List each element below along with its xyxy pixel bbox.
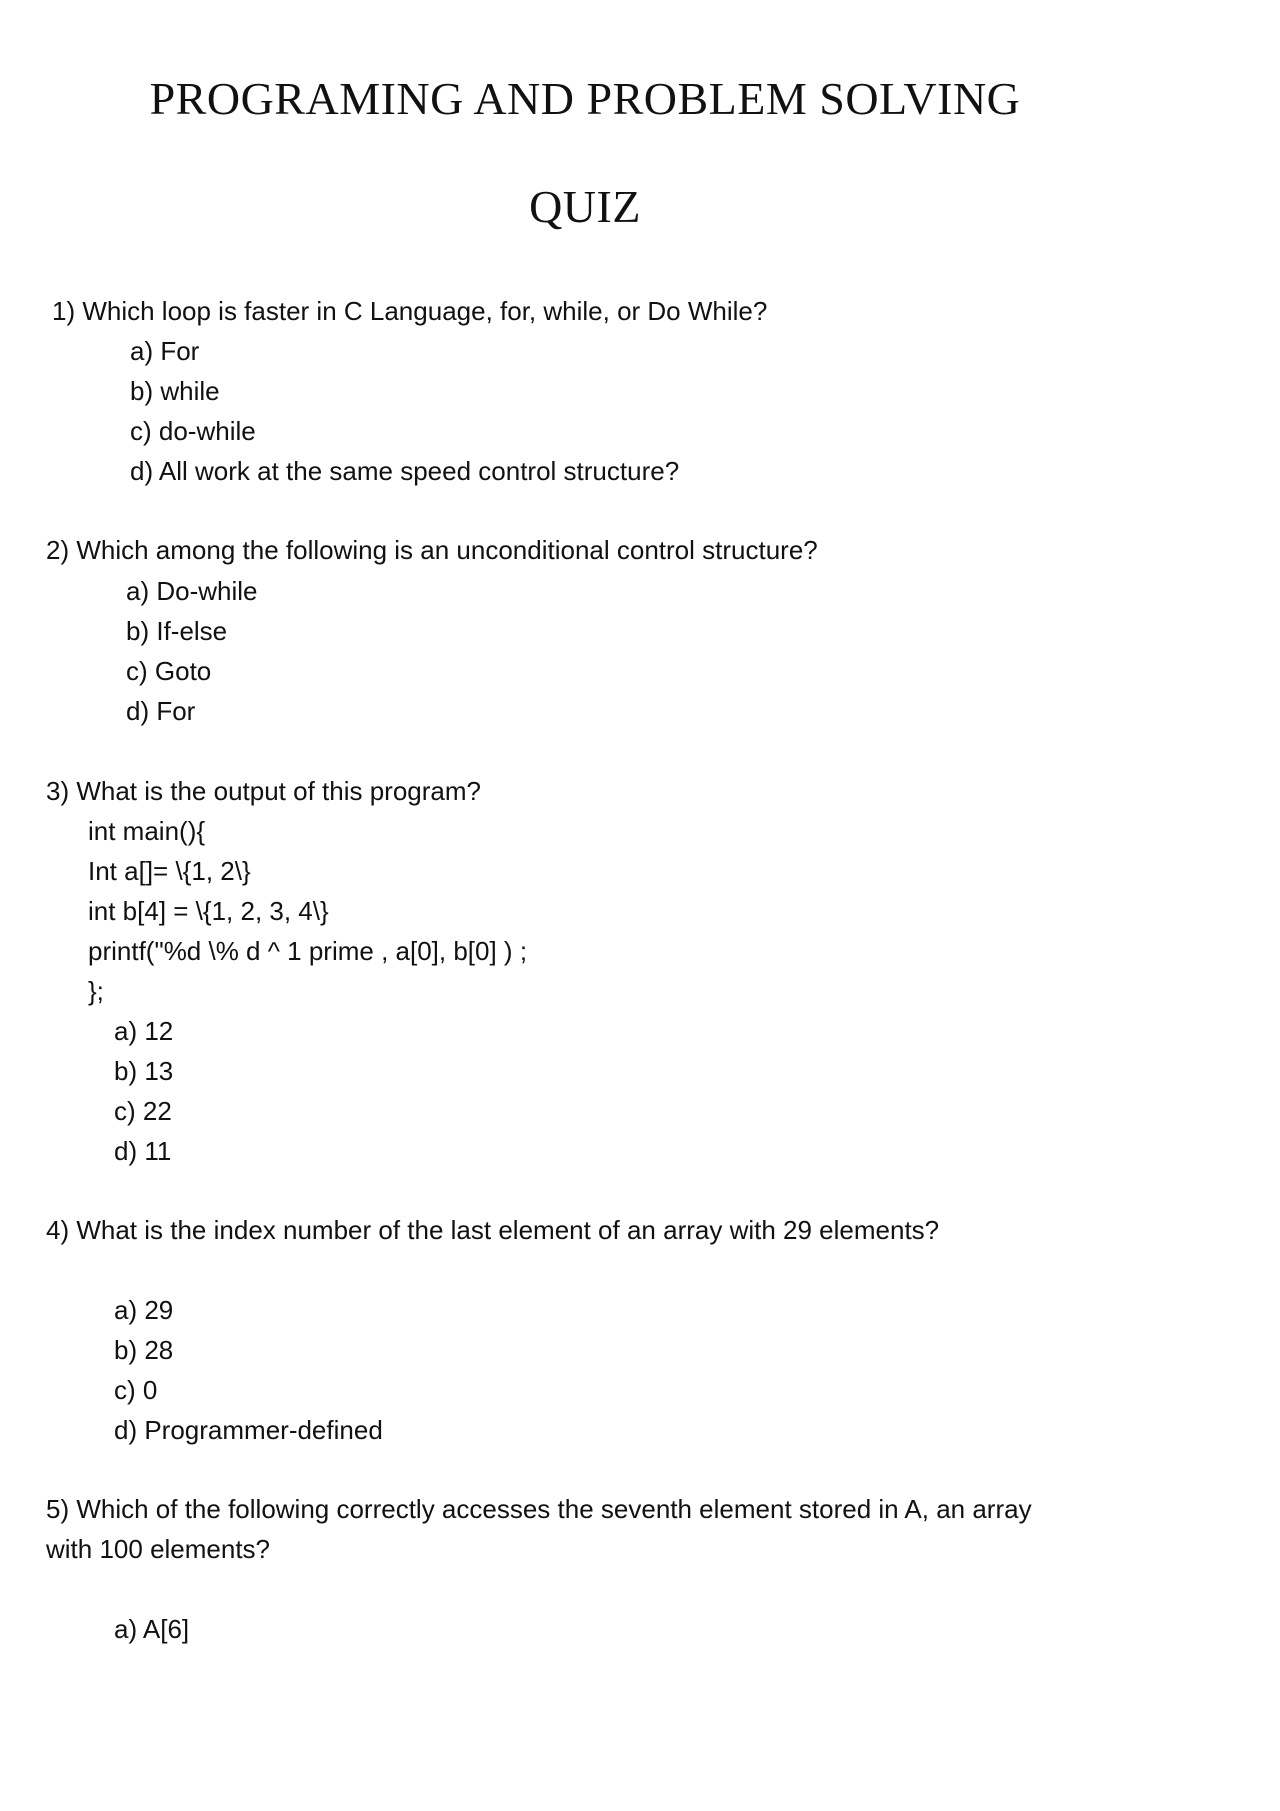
question-prompt: 3) What is the output of this program? [46,776,481,806]
answer-option: c) 22 [114,1096,172,1126]
answer-option: a) For [130,336,200,366]
question-prompt: 2) Which among the following is an unconditional control structure? [46,535,818,565]
code-line: int b[4] = \{1, 2, 3, 4\} [88,896,329,926]
code-line: int main(){ [88,816,206,846]
code-line: }; [88,976,104,1006]
answer-option: d) Programmer-defined [114,1415,383,1445]
answer-option: a) A[6] [114,1614,190,1644]
answer-option: c) 0 [114,1375,158,1405]
answer-option: b) while [130,376,220,406]
answer-option: d) 11 [114,1136,172,1166]
answer-option: a) Do-while [126,576,258,606]
question-prompt: 4) What is the index number of the last element of an array with 29 elements? [46,1215,940,1245]
answer-option: c) do-while [130,416,256,446]
answer-option: a) 29 [114,1295,174,1325]
answer-option: a) 12 [114,1016,174,1046]
question-prompt: 5) Which of the following correctly accesses the seventh element stored in A, an array [46,1494,1032,1524]
answer-option: d) For [126,696,196,726]
page-title: PROGRAMING AND PROBLEM SOLVING [149,73,1021,124]
code-line: Int a[]= \{1, 2\} [88,856,251,886]
answer-option: b) If-else [126,616,228,646]
code-line: printf("%d \% d ^ 1 prime , a[0], b[0] ) ; [88,936,528,966]
page-subtitle: QUIZ [529,181,641,232]
answer-option: d) All work at the same speed control structure? [130,456,680,486]
answer-option: b) 28 [114,1335,174,1365]
answer-option: b) 13 [114,1056,174,1086]
question-prompt: 1) Which loop is faster in C Language, for, while, or Do While? [52,296,768,326]
answer-option: c) Goto [126,656,212,686]
question-prompt-continued: with 100 elements? [46,1534,271,1564]
